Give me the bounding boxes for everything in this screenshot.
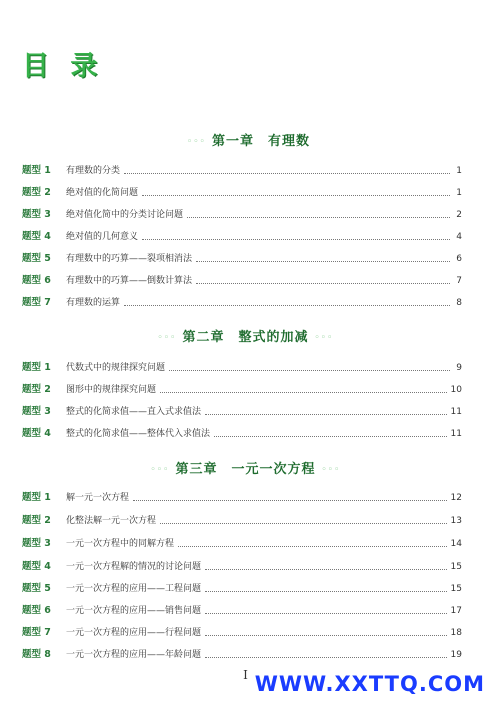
- toc-text: 一元一次方程的应用——销售问题: [66, 606, 202, 616]
- toc-text: 解一元一次方程: [66, 493, 130, 503]
- leader-dots: [133, 499, 447, 501]
- decoration-icon: ◦◦◦: [321, 464, 341, 475]
- toc-text: 一元一次方程解的情况的讨论问题: [66, 562, 202, 572]
- toc-page: 10: [450, 385, 462, 395]
- toc-text: 有理数的运算: [66, 298, 121, 308]
- toc-row[interactable]: [22, 647, 462, 661]
- toc-row[interactable]: [22, 207, 462, 221]
- toc-page: 11: [450, 407, 462, 417]
- toc-text: 绝对值化简中的分类讨论问题: [66, 210, 184, 220]
- toc-label: 题型 8: [22, 649, 51, 660]
- toc-label: 题型 7: [22, 627, 51, 638]
- toc-row[interactable]: [22, 273, 462, 287]
- toc-label: 题型 7: [22, 297, 51, 308]
- page-title: 目 录: [22, 51, 104, 82]
- page-number: I: [243, 668, 248, 682]
- toc-page: 2: [456, 210, 462, 220]
- leader-dots: [160, 522, 447, 524]
- toc-label: 题型 6: [22, 605, 51, 616]
- toc-text: 图形中的规律探究问题: [66, 385, 157, 395]
- toc-text: 一元一次方程的应用——工程问题: [66, 584, 202, 594]
- toc-row[interactable]: [22, 163, 462, 177]
- toc-label: 题型 2: [22, 515, 51, 526]
- leader-dots: [178, 545, 447, 547]
- toc-row[interactable]: [22, 295, 462, 309]
- toc-label: 题型 1: [22, 362, 51, 373]
- toc-label: 题型 1: [22, 492, 51, 503]
- leader-dots: [142, 238, 450, 240]
- leader-dots: [205, 612, 447, 614]
- leader-dots: [142, 194, 450, 196]
- toc-text: 代数式中的规律探究问题: [66, 363, 166, 373]
- leader-dots: [124, 304, 450, 306]
- toc-row[interactable]: [22, 513, 462, 527]
- toc-row[interactable]: [22, 603, 462, 617]
- toc-page: 14: [450, 539, 462, 549]
- toc-page: 17: [450, 606, 462, 616]
- leader-dots: [160, 391, 447, 393]
- toc-page: 11: [450, 429, 462, 439]
- toc-text: 一元一次方程的应用——行程问题: [66, 628, 202, 638]
- leader-dots: [205, 590, 447, 592]
- toc-label: 题型 2: [22, 187, 51, 198]
- toc-label: 题型 6: [22, 275, 51, 286]
- toc-row[interactable]: [22, 404, 462, 418]
- toc-label: 题型 4: [22, 428, 51, 439]
- toc-label: 题型 3: [22, 209, 51, 220]
- toc-row[interactable]: [22, 229, 462, 243]
- toc-text: 绝对值的化简问题: [66, 188, 139, 198]
- toc-row[interactable]: [22, 360, 462, 374]
- leader-dots: [214, 435, 447, 437]
- decoration-icon: ◦◦◦: [187, 136, 206, 147]
- leader-dots: [205, 568, 447, 570]
- toc-label: 题型 5: [22, 253, 51, 264]
- chapter-title: 第三章 一元一次方程: [175, 462, 316, 477]
- toc-label: 题型 3: [22, 406, 51, 417]
- toc-row[interactable]: [22, 251, 462, 265]
- toc-text: 绝对值的几何意义: [66, 232, 139, 242]
- leader-dots: [124, 172, 450, 174]
- toc-page: 6: [456, 254, 462, 264]
- toc-row[interactable]: [22, 185, 462, 199]
- toc-row[interactable]: [22, 382, 462, 396]
- toc-row[interactable]: [22, 559, 462, 573]
- toc-page: 15: [450, 584, 462, 594]
- toc-label: 题型 4: [22, 231, 51, 242]
- toc-page: 1: [456, 166, 462, 176]
- toc-row[interactable]: [22, 581, 462, 595]
- toc-label: 题型 2: [22, 384, 51, 395]
- toc-page: 13: [450, 516, 462, 526]
- toc-label: 题型 1: [22, 165, 51, 176]
- decoration-icon: ◦◦◦: [314, 332, 334, 343]
- chapter-title: 第一章 有理数: [211, 134, 310, 149]
- toc-label: 题型 5: [22, 583, 51, 594]
- toc-page: 12: [450, 493, 462, 503]
- toc-text: 一元一次方程中的同解方程: [66, 539, 175, 549]
- watermark: WWW.XXTTQ.COM: [254, 672, 485, 696]
- leader-dots: [205, 656, 447, 658]
- toc-page: 15: [450, 562, 462, 572]
- toc-page: 18: [450, 628, 462, 638]
- leader-dots: [187, 216, 450, 218]
- toc-label: 题型 4: [22, 561, 51, 572]
- toc-text: 整式的化简求值——直入式求值法: [66, 407, 202, 417]
- toc-text: 有理数中的巧算——倒数计算法: [66, 276, 193, 286]
- chapter-heading-2: [0, 326, 491, 345]
- decoration-icon: ◦◦◦: [157, 332, 177, 343]
- toc-text: 整式的化简求值——整体代入求值法: [66, 429, 211, 439]
- toc-page: 1: [456, 188, 462, 198]
- toc-row[interactable]: [22, 625, 462, 639]
- toc-text: 化整法解一元一次方程: [66, 516, 157, 526]
- toc-page: 7: [456, 276, 462, 286]
- chapter-heading-1: [0, 130, 491, 149]
- toc-text: 有理数的分类: [66, 166, 121, 176]
- leader-dots: [205, 634, 447, 636]
- leader-dots: [196, 260, 450, 262]
- toc-row[interactable]: [22, 426, 462, 440]
- toc-page: 8: [456, 298, 462, 308]
- toc-row[interactable]: [22, 490, 462, 504]
- toc-text: 有理数中的巧算——裂项相消法: [66, 254, 193, 264]
- toc-row[interactable]: [22, 536, 462, 550]
- leader-dots: [169, 369, 450, 371]
- toc-page: 9: [456, 363, 462, 373]
- toc-page: 19: [450, 650, 462, 660]
- toc-page: 4: [456, 232, 462, 242]
- toc-text: 一元一次方程的应用——年龄问题: [66, 650, 202, 660]
- chapter-title: 第二章 整式的加减: [182, 330, 309, 345]
- toc-label: 题型 3: [22, 538, 51, 549]
- leader-dots: [196, 282, 450, 284]
- leader-dots: [205, 413, 447, 415]
- decoration-icon: ◦◦◦: [150, 464, 170, 475]
- chapter-heading-3: [0, 458, 491, 477]
